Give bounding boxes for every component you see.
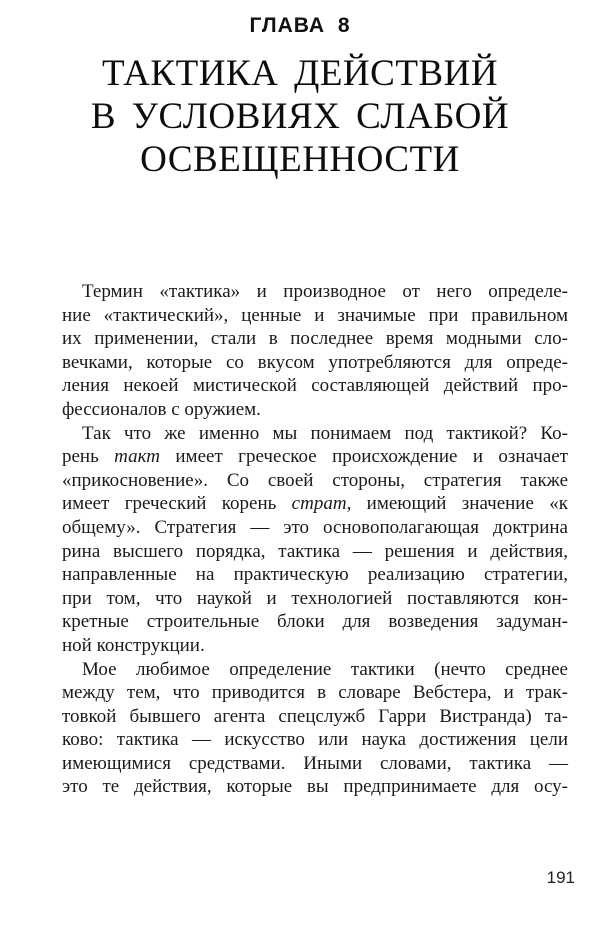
paragraph-1 xyxy=(62,280,568,422)
page-number: 191 xyxy=(546,868,575,887)
chapter-title-line: В УСЛОВИЯХ СЛАБОЙ xyxy=(90,96,510,137)
text-line: общему». Стратегия — это основополагающая доктрина xyxy=(62,516,568,538)
chapter-title-line: ОСВЕЩЕННОСТИ xyxy=(140,139,460,180)
text-line: это те действия, которые вы предпринимаете для осу- xyxy=(62,776,568,798)
text-segment: имеет греческий корень xyxy=(62,493,292,515)
text-line: направленные на практическую реализацию стратегии, xyxy=(62,564,568,586)
text-line: кретные строительные блоки для возведения задуман- xyxy=(62,611,568,633)
text-segment: , имеющий значение «к xyxy=(346,493,568,515)
paragraph-3 xyxy=(62,658,568,800)
text-line: товкой бывшего агента спецслужб Гарри Вистранда) та- xyxy=(62,705,568,727)
text-line: Так что же именно мы понимаем под тактикой? Ко- xyxy=(82,422,568,444)
paragraph-2 xyxy=(62,422,568,658)
text-line: между тем, что приводится в словаре Вебстера, и трак- xyxy=(62,682,568,704)
text-line xyxy=(62,445,568,469)
text-line: при том, что наукой и технологией поставляются кон- xyxy=(62,587,568,609)
text-line: фессионалов с оружием. xyxy=(62,398,261,420)
chapter-title xyxy=(0,52,600,181)
text-segment: имеет греческое происхождение и означает xyxy=(159,446,568,468)
text-line: их применении, стали в последнее время модными сло- xyxy=(62,328,568,350)
text-line: «прикосновение». Со своей стороны, стратегия также xyxy=(62,469,568,491)
text-line: ной конструкции. xyxy=(62,634,205,656)
chapter-title-line: ТАКТИКА ДЕЙСТВИЙ xyxy=(101,53,499,94)
text-line: Термин «тактика» и производное от него определе- xyxy=(82,281,568,302)
text-line: ково: тактика — искусство или наука достижения цели xyxy=(62,729,568,751)
chapter-label: ГЛАВА 8 xyxy=(249,14,351,37)
text-line: имеющимися средствами. Иными словами, тактика — xyxy=(62,752,568,774)
text-segment: рень xyxy=(62,446,115,468)
text-line: вечками, которые со вкусом употребляются для опреде- xyxy=(62,351,568,373)
text-line: Мое любимое определение тактики (нечто среднее xyxy=(82,658,568,680)
body-text xyxy=(62,280,568,799)
text-line: рина высшего порядка, тактика — решения и действия, xyxy=(62,540,568,562)
italic-term: страт xyxy=(291,493,347,515)
text-line: ления некоей мистической составляющей действий про- xyxy=(62,375,568,397)
italic-term: такт xyxy=(114,446,160,468)
text-line xyxy=(62,492,568,516)
text-line: ние «тактический», ценные и значимые при правильном xyxy=(62,304,568,326)
